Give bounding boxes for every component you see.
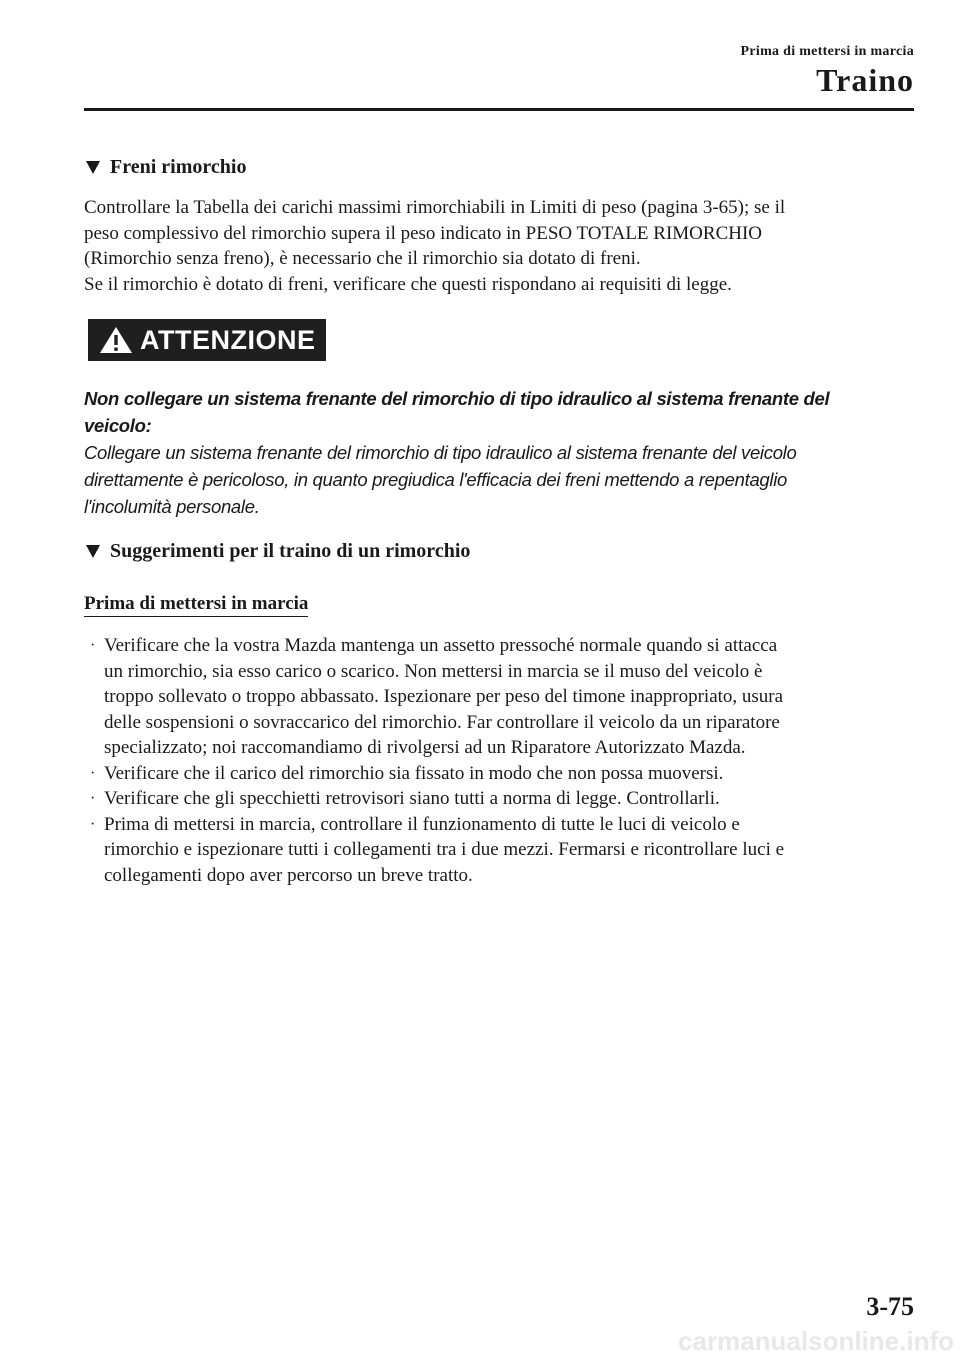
bullet-dot-icon: · — [90, 815, 96, 833]
text-line: specializzato; noi raccomandiamo di rivolgersi ad un Riparatore Autorizzato Mazda. — [104, 737, 746, 758]
text-line: troppo sollevato o troppo abbassato. Ispezionare per peso del timone inappropriato, usura — [104, 686, 784, 707]
section-heading-text: Suggerimenti per il traino di un rimorchio — [110, 540, 471, 562]
warning-title — [84, 385, 914, 439]
section-heading-text: Freni rimorchio — [110, 156, 247, 178]
tips-list — [84, 633, 914, 888]
bullet-dot-icon: · — [90, 764, 96, 782]
text-line: Non collegare un sistema frenante del rimorchio di tipo idraulico al sistema frenante del — [84, 388, 830, 409]
page-number: 3-75 — [866, 1292, 914, 1321]
text-line: collegamenti dopo aver percorso un breve tratto. — [104, 864, 473, 886]
section-heading-trailer-brakes — [84, 156, 914, 179]
text-line: Prima di mettersi in marcia, controllare il funzionamento di tutte le luci di veicolo e — [104, 813, 740, 835]
text-line: Controllare la Tabella dei carichi massimi rimorchiabili in Limiti di peso (pagina 3-65); se il — [84, 197, 786, 218]
towing-tips-section — [84, 540, 914, 888]
triangle-down-icon — [86, 161, 100, 174]
text-line: Collegare un sistema frenante del rimorchio di tipo idraulico al sistema frenante del veicolo — [84, 442, 797, 463]
text-line: rimorchio e ispezionare tutti i collegamenti tra i due mezzi. Fermarsi e ricontrollare luci e — [104, 839, 785, 860]
text-line: Verificare che il carico del rimorchio sia fissato in modo che non possa muoversi. — [104, 762, 724, 784]
running-header-section: Prima di mettersi in marcia — [740, 44, 914, 59]
section-heading-towing-tips — [84, 540, 914, 563]
text-line: peso complessivo del rimorchio supera il peso indicato in PESO TOTALE RIMORCHIO — [84, 222, 763, 244]
bullet-dot-icon: · — [90, 790, 96, 807]
text-line: Verificare che la vostra Mazda mantenga un assetto pressoché normale quando si attacca — [104, 635, 778, 656]
brakes-paragraph — [84, 195, 914, 297]
text-line: veicolo: — [84, 415, 152, 436]
subheading-before-driving: Prima di mettersi in marcia — [84, 593, 308, 617]
text-line: Se il rimorchio è dotato di freni, verificare che questi rispondano ai requisiti di legge. — [84, 273, 732, 295]
triangle-down-icon — [86, 545, 100, 558]
warning-banner — [88, 319, 326, 361]
running-header-title: Traino — [816, 62, 914, 98]
text-line: un rimorchio, sia esso carico o scarico. Non mettersi in marcia se il muso del veicolo è — [104, 660, 763, 682]
text-line: delle sospensioni o sovraccarico del rimorchio. Far controllare il veicolo da un riparatore — [104, 711, 780, 733]
text-line: Verificare che gli specchietti retrovisori siano tutti a norma di legge. Controllarli. — [104, 788, 720, 809]
list-item — [90, 812, 914, 889]
page-content — [84, 156, 914, 888]
list-item — [90, 786, 914, 812]
list-item — [90, 633, 914, 761]
text-line: (Rimorchio senza freno), è necessario che il rimorchio sia dotato di freni. — [84, 248, 641, 269]
bullet-dot-icon: · — [90, 637, 96, 654]
warning-body — [84, 439, 914, 520]
warning-triangle-icon — [98, 325, 134, 355]
warning-label: ATTENZIONE — [140, 324, 316, 355]
text-line: direttamente è pericoloso, in quanto pregiudica l'efficacia dei freni mettendo a repentaglio — [84, 469, 788, 490]
list-item — [90, 761, 914, 787]
header-divider — [84, 108, 914, 111]
footer-watermark: carmanualsonline.info — [678, 1326, 954, 1356]
text-line: l'incolumità personale. — [84, 496, 260, 517]
